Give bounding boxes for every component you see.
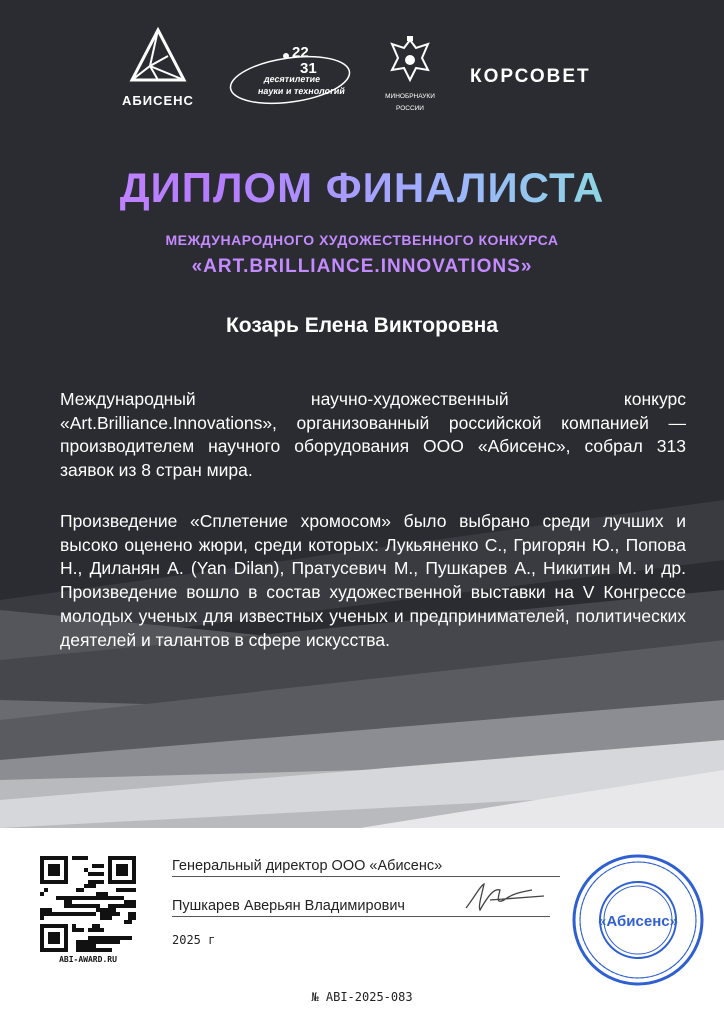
- diploma-number: № ABI-2025-083: [311, 990, 413, 1004]
- eagle-emblem-icon: [388, 34, 432, 84]
- minobrnauki-logo: [380, 34, 440, 113]
- decade-text-line1: десятилетие: [263, 74, 321, 84]
- decade-logo: [228, 42, 352, 112]
- diploma-title: ДИПЛОМ ФИНАЛИСТА: [0, 164, 724, 212]
- qr-code[interactable]: [40, 856, 136, 952]
- company-stamp: [568, 850, 708, 990]
- qr-link-label[interactable]: ABI-AWARD.RU: [59, 955, 117, 964]
- abisens-logo: [118, 26, 198, 108]
- contest-subtitle: МЕЖДУНАРОДНОГО ХУДОЖЕСТВЕННОГО КОНКУРСА: [165, 232, 559, 248]
- contest-description: Международный научно-художественный конкурс «Art.Brilliance.Innovations», организованный российской компанией — производителем научного оборудования ООО «Абисенс», собрал 313 заявок из 8 стран мира.: [60, 389, 686, 481]
- partner-logos: [0, 22, 724, 122]
- korsovet-logo: КОРСОВЕТ: [470, 66, 591, 87]
- recipient-name: Козарь Елена Викторовна: [225, 314, 499, 337]
- decade-number-end: 31: [300, 60, 317, 77]
- signer-name: Пушкарев Аверьян Владимирович: [172, 898, 405, 914]
- signer-title: Генеральный директор ООО «Абисенс»: [172, 858, 443, 874]
- contest-name: «ART.BRILLIANCE.INNOVATIONS»: [191, 256, 533, 277]
- triangle-icon: [128, 26, 188, 86]
- signature-line-1: [172, 876, 560, 877]
- decade-number-start: 22: [292, 44, 309, 61]
- diploma-year: 2025 г: [172, 933, 216, 947]
- stamp-center-text: «Абисенс»: [598, 913, 678, 930]
- artwork-description: Произведение «Сплетение хромосом» было выбрано среди лучших и высоко оценено жюри, среди которых: Лукьяненко С., Григорян Ю., Попова Н., Диланян А. (Yan Dilan), Пратусевич М., Пушкарев А., Никитин М. и др. Произведение вошло в состав художественной выставки на V Конгрессе молодых ученых для известных ученых и предпринимателей, политических деятелей и талантов в сфере искусства.: [60, 511, 686, 650]
- minobr-text-line2: РОССИИ: [396, 105, 424, 112]
- decade-text-line2: науки и технологий: [257, 86, 346, 96]
- handwritten-signature: [460, 878, 550, 918]
- minobr-text-line1: МИНОБРНАУКИ: [385, 93, 435, 100]
- abisens-logo-text: АБИСЕНС: [122, 93, 194, 108]
